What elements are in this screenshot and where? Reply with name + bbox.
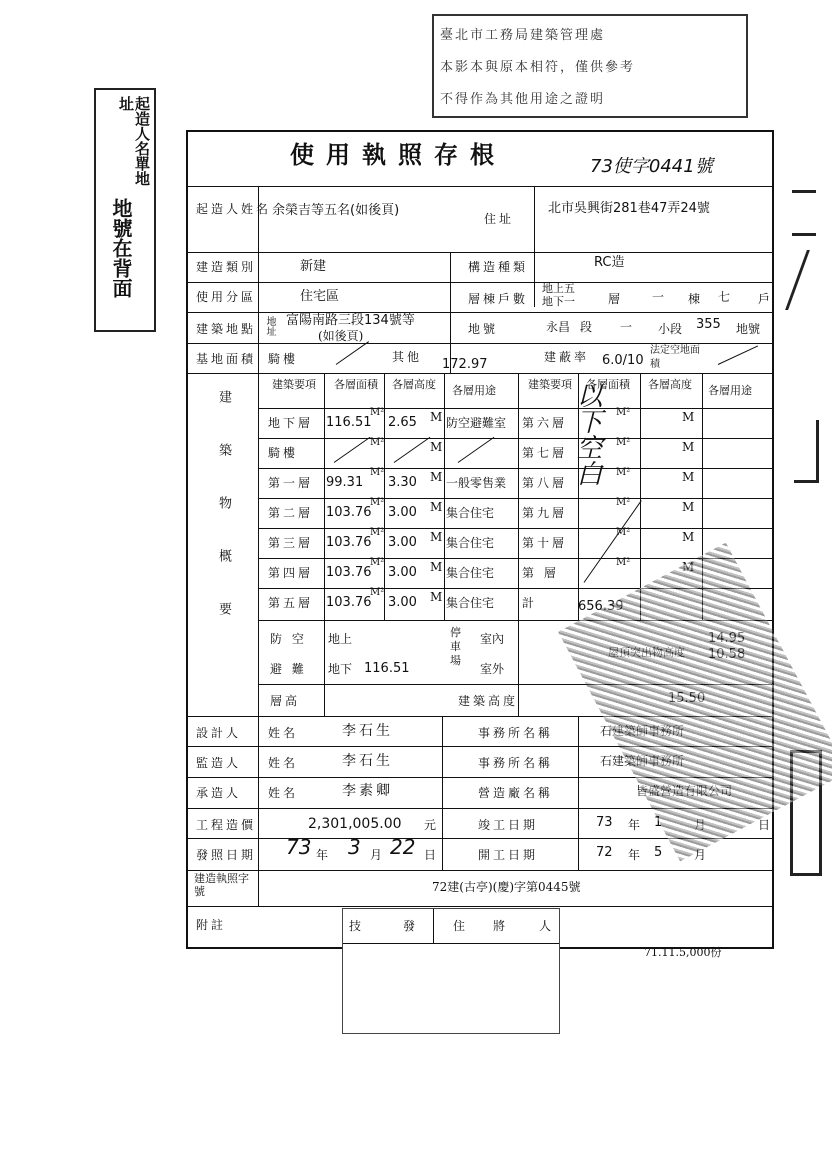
floor-use: 集合住宅 xyxy=(446,506,495,520)
stamp-line: 不得作為其他用途之證明 xyxy=(440,92,606,107)
height-unit: M xyxy=(430,470,443,484)
location-label: 建築地點 xyxy=(196,322,257,336)
cost-unit: 元 xyxy=(424,818,437,832)
issue-month: 3 xyxy=(348,835,361,859)
finish-year-unit: 年 xyxy=(628,818,641,832)
coverage-label: 建蔽率 xyxy=(544,350,590,364)
remarks-label: 附註 xyxy=(196,918,227,932)
section-unit: 段 xyxy=(580,320,593,334)
floor-label: 第五層 xyxy=(268,596,314,610)
structure-value: RC造 xyxy=(594,255,625,270)
supervisor-name-label: 姓名 xyxy=(268,756,299,770)
area-unit: M² xyxy=(370,497,385,508)
section-name: 永昌 xyxy=(546,320,571,334)
form-title: 使用執照存根 xyxy=(290,140,506,169)
floor-area: 103.76 xyxy=(326,565,372,580)
issue-date-label: 發照日期 xyxy=(196,848,257,862)
designer-office-label: 事務所名稱 xyxy=(478,726,554,740)
finish-date-label: 竣工日期 xyxy=(478,818,539,832)
stamp-line: 本影本與原本相符，僅供參考 xyxy=(440,60,636,75)
floor-use: 集合住宅 xyxy=(446,596,495,610)
height-unit-right: M xyxy=(682,560,695,574)
floor-label-right: 第七層 xyxy=(522,446,568,460)
start-year-unit: 年 xyxy=(628,848,641,862)
floor-height: 3.00 xyxy=(388,505,417,520)
height-unit-right: M xyxy=(682,470,695,484)
header-use: 各層用途 xyxy=(452,384,496,397)
arcade-label: 騎樓 xyxy=(268,352,299,366)
parking-outdoor: 室外 xyxy=(480,662,505,676)
permit-label: 建造執照字號 xyxy=(194,872,249,898)
floor-area: 103.76 xyxy=(326,505,372,520)
floor-area: 116.51 xyxy=(326,415,372,430)
owner-address: 北市吳興街281巷47弄24號 xyxy=(548,201,710,216)
height-unit-right: M xyxy=(682,410,695,424)
issue-day-unit: 日 xyxy=(424,848,437,862)
area-unit-right: M² xyxy=(616,467,631,478)
height-unit-right: M xyxy=(682,530,695,544)
margin-handwriting xyxy=(790,190,820,1070)
side-note xyxy=(94,88,156,332)
cost-value: 2,301,005.00 xyxy=(308,816,402,832)
lot-unit: 地號 xyxy=(736,322,761,336)
finish-year: 73 xyxy=(596,815,613,830)
floor-height: 2.65 xyxy=(388,415,417,430)
finish-month-unit: 月 xyxy=(694,818,707,832)
header-area-right: 各層面積 xyxy=(586,378,630,391)
shelter-label-1: 防 空 xyxy=(270,632,307,646)
floor-area: 99.31 xyxy=(326,475,364,490)
overview-label: 建築物概要 xyxy=(216,390,231,655)
shelter-above-label: 地上 xyxy=(328,632,353,646)
permit-number: 73使字0441號 xyxy=(590,156,713,177)
roof-height-1: 14.95 xyxy=(708,631,746,646)
units-unit: 戶 xyxy=(758,292,771,306)
structure-label: 構造種類 xyxy=(468,260,529,274)
supervisor-office: 石建築師事務所 xyxy=(600,754,685,768)
issue-year: 73 xyxy=(286,835,312,859)
area-unit: M² xyxy=(370,557,385,568)
height-unit: M xyxy=(430,590,443,604)
floor-label: 第二層 xyxy=(268,506,314,520)
floor-label: 地下層 xyxy=(268,416,314,430)
issue-month-unit: 月 xyxy=(370,848,383,862)
floor-use: 一般零售業 xyxy=(446,476,507,490)
height-unit: M xyxy=(430,440,443,454)
height-unit: M xyxy=(430,410,443,424)
floor-height: 3.00 xyxy=(388,565,417,580)
side-note-col1: 起造人名單地址 xyxy=(117,96,151,186)
print-run: 71.11.5,000份 xyxy=(644,946,722,959)
use-zone-label: 使用分區 xyxy=(196,290,257,304)
area-unit: M² xyxy=(370,587,385,598)
location-value: 富陽南路三段134號等 xyxy=(286,313,415,328)
contractor-name-label: 姓名 xyxy=(268,786,299,800)
handwritten-blank-note: 以下空白 xyxy=(572,382,602,486)
designer-name: 李石生 xyxy=(342,723,393,739)
roof-label: 屋頂突出物高度 xyxy=(608,646,685,659)
shelter-label-2: 避 難 xyxy=(270,662,307,676)
header-area: 各層面積 xyxy=(334,378,378,391)
slip-text: 技 xyxy=(349,919,362,933)
issue-day: 22 xyxy=(390,835,416,859)
floor-use: 集合住宅 xyxy=(446,536,495,550)
other-label: 其他 xyxy=(392,350,423,364)
floor-label: 騎樓 xyxy=(268,446,299,460)
owner-label: 起造人姓名 xyxy=(196,202,272,216)
contractor-label: 承造人 xyxy=(196,786,242,800)
parking-label: 停車場 xyxy=(450,626,461,667)
header-use-right: 各層用途 xyxy=(708,384,752,397)
floors-above: 地上五 xyxy=(542,282,575,295)
height-unit: M xyxy=(430,530,443,544)
slip-text: 將 xyxy=(493,919,506,933)
site-area-label: 基地面積 xyxy=(196,352,257,366)
height-unit: M xyxy=(430,500,443,514)
supervisor-label: 監造人 xyxy=(196,756,242,770)
start-month-unit: 月 xyxy=(694,848,707,862)
height-unit: M xyxy=(430,560,443,574)
other-area: 172.97 xyxy=(442,357,488,372)
layer-height-label: 層高 xyxy=(270,694,301,708)
location-note: (如後頁) xyxy=(318,329,364,343)
area-unit-right: M² xyxy=(616,497,631,508)
use-zone-value: 住宅區 xyxy=(300,289,340,304)
building-type-label: 建造類別 xyxy=(196,260,257,274)
floor-label-right: 第八層 xyxy=(522,476,568,490)
subsection-label: 小段 xyxy=(658,322,683,336)
lot-label: 地號 xyxy=(468,322,499,336)
floor-label-right: 計 xyxy=(522,596,538,610)
floors-label: 層棟戶數 xyxy=(468,292,529,306)
area-unit: M² xyxy=(370,527,385,538)
floor-height: 3.30 xyxy=(388,475,417,490)
area-unit-right: M² xyxy=(616,437,631,448)
total-area: 656.39 xyxy=(578,599,624,614)
building-height-value: 15.50 xyxy=(668,691,706,706)
buildings-unit: 棟 xyxy=(688,292,701,306)
area-unit-right: M² xyxy=(616,407,631,418)
owner-value: 余榮吉等五名(如後頁) xyxy=(272,203,400,218)
designer-office: 石建築師事務所 xyxy=(600,724,685,738)
area-unit-right: M² xyxy=(616,557,631,568)
permit-form xyxy=(186,130,774,949)
header-height-right: 各層高度 xyxy=(648,378,692,391)
building-height-label: 建築高度 xyxy=(458,694,519,708)
open-space-label: 法定空地面積 xyxy=(650,345,700,370)
address-label: 住址 xyxy=(484,212,515,226)
contractor-name: 李素卿 xyxy=(342,783,393,799)
buildings-count: 一 xyxy=(652,290,665,304)
issue-year-unit: 年 xyxy=(316,848,329,862)
floor-label: 第三層 xyxy=(268,536,314,550)
height-unit-right: M xyxy=(682,440,695,454)
floor-height: 3.00 xyxy=(388,535,417,550)
slip-text: 住 xyxy=(453,919,466,933)
slip-text: 人 xyxy=(539,919,552,933)
shelter-below-value: 116.51 xyxy=(364,661,410,676)
floor-area: 103.76 xyxy=(326,595,372,610)
floors-unit: 層 xyxy=(608,292,621,306)
units-count: 七 xyxy=(718,290,731,304)
floor-label-right: 第十層 xyxy=(522,536,568,550)
area-unit: M² xyxy=(370,437,385,448)
shelter-below-label: 地下 xyxy=(328,662,353,676)
side-note-col2: 地號在背面 xyxy=(109,198,133,298)
start-date-label: 開工日期 xyxy=(478,848,539,862)
area-unit: M² xyxy=(370,467,385,478)
parking-indoor: 室內 xyxy=(480,632,505,646)
supervisor-office-label: 事務所名稱 xyxy=(478,756,554,770)
floor-label: 第四層 xyxy=(268,566,314,580)
contractor-office: 皆盛營造有限公司 xyxy=(636,784,733,798)
floor-height: 3.00 xyxy=(388,595,417,610)
designer-name-label: 姓名 xyxy=(268,726,299,740)
finish-day-unit: 日 xyxy=(758,818,771,832)
subsection-name: 一 xyxy=(620,320,633,334)
location-sub: 地址 xyxy=(264,316,275,336)
floor-label: 第一層 xyxy=(268,476,314,490)
roof-height-2: 10.58 xyxy=(708,647,746,662)
header-height: 各層高度 xyxy=(392,378,436,391)
header-item-right: 建築要項 xyxy=(528,378,572,391)
area-unit: M² xyxy=(370,407,385,418)
height-unit-right: M xyxy=(682,500,695,514)
header-item: 建築要項 xyxy=(272,378,316,391)
cost-label: 工程造價 xyxy=(196,818,257,832)
finish-month: 1 xyxy=(654,815,663,830)
building-type-value: 新建 xyxy=(300,259,327,274)
floor-use: 集合住宅 xyxy=(446,566,495,580)
certification-stamp xyxy=(432,14,748,118)
slip-text: 發 xyxy=(403,919,416,933)
designer-label: 設計人 xyxy=(196,726,242,740)
stamp-line: 臺北市工務局建築管理處 xyxy=(440,28,606,43)
lot-number: 355 xyxy=(696,317,721,332)
floors-below: 地下一 xyxy=(542,295,575,308)
floor-label-right: 第六層 xyxy=(522,416,568,430)
area-unit-right: M² xyxy=(616,527,631,538)
floor-use: 防空避難室 xyxy=(446,416,507,430)
permit-value: 72建(古亭)(慶)字第0445號 xyxy=(432,880,581,894)
contractor-office-label: 營造廠名稱 xyxy=(478,786,554,800)
coverage-value: 6.0/10 xyxy=(602,353,644,368)
floor-label-right: 第 層 xyxy=(522,566,559,580)
start-month: 5 xyxy=(654,845,663,860)
floor-label-right: 第九層 xyxy=(522,506,568,520)
attached-slip xyxy=(342,908,560,1034)
supervisor-name: 李石生 xyxy=(342,753,393,769)
floor-area: 103.76 xyxy=(326,535,372,550)
start-year: 72 xyxy=(596,845,613,860)
